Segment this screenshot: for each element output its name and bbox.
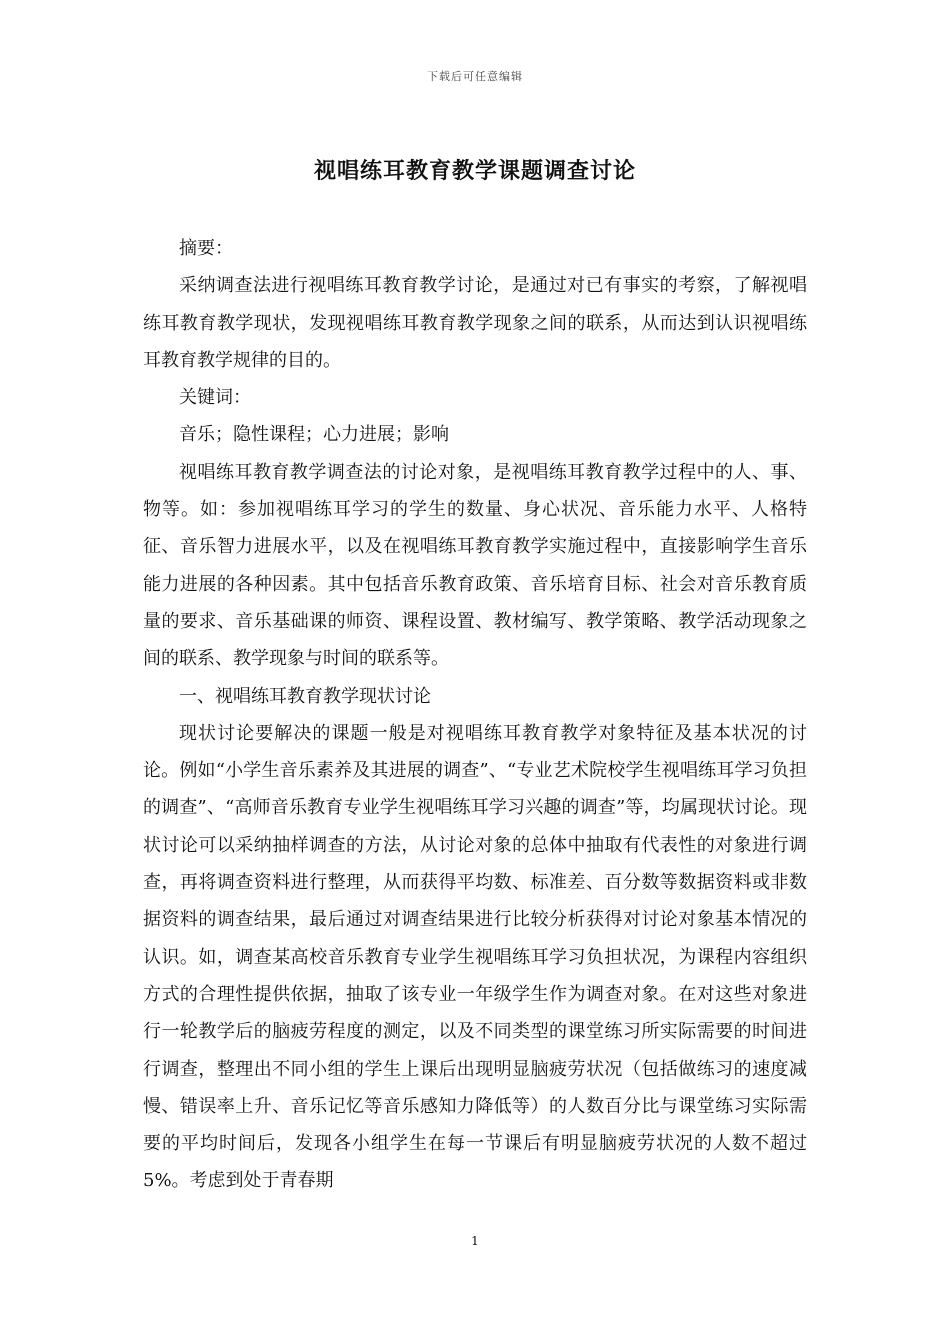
keywords-label: 关键词： xyxy=(179,387,251,409)
abstract-paragraph: 采纳调查法进行视唱练耳教育教学讨论，是通过对已有事实的考察，了解视唱练耳教育教学现状，发现视唱练耳教育教学现象之间的联系，从而达到认识视唱练耳教育教学规律的目的。 xyxy=(143,275,807,371)
page-number: 1 xyxy=(471,1234,479,1248)
keywords-list: 音乐；隐性课程；心力进展；影响 xyxy=(179,424,449,446)
body-paragraph: 视唱练耳教育教学调查法的讨论对象，是视唱练耳教育教学过程中的人、事、物等。如：参加视唱练耳学习的学生的数量、身心状况、音乐能力水平、人格特征、音乐智力进展水平，以及在视唱练耳教育教学实施过程中，直接影响学生音乐能力进展的各种因素。其中包括音乐教育政策、音乐培育目标、社会对音乐教育质量的要求、音乐基础课的师资、课程设置、教材编写、教学策略、教学活动现象之间的联系、教学现象与时间的联系等。 xyxy=(143,461,807,670)
document-title: 视唱练耳教育教学课题调查讨论 xyxy=(313,158,636,184)
document-body xyxy=(143,230,807,1200)
section-heading: 一、视唱练耳教育教学现状讨论 xyxy=(179,685,431,707)
abstract-label: 摘要： xyxy=(179,238,233,259)
page-header-note: 下载后可任意编辑 xyxy=(427,70,523,83)
body-paragraph: 现状讨论要解决的课题一般是对视唱练耳教育教学对象特征及基本状况的讨论。例如“小学生音乐素养及其进展的调查”、“专业艺术院校学生视唱练耳学习负担的调查”、“高师音乐教育专业学生视唱练耳学习兴趣的调查”等，均属现状讨论。现状讨论可以采纳抽样调查的方法，从讨论对象的总体中抽取有代表性的对象进行调查，再将调查资料进行整理，从而获得平均数、标准差、百分数等数据资料或非数据资料的调查结果，最后通过对调查结果进行比较分析获得对讨论对象基本情况的认识。如，调查某高校音乐教育专业学生视唱练耳学习负担状况，为课程内容组织方式的合理性提供依据，抽取了该专业一年级学生作为调查对象。在对这些对象进行一轮教学后的脑疲劳程度的测定，以及不同类型的课堂练习所实际需要的时间进行调查，整理出不同小组的学生上课后出现明显脑疲劳状况（包括做练习的速度减慢、错误率上升、音乐记忆等音乐感知力降低等）的人数百分比与课堂练习实际需要的平均时间后，发现各小组学生在每一节课后有明显脑疲劳状况的人数不超过 5%。考虑到处于青春期 xyxy=(143,722,807,1192)
